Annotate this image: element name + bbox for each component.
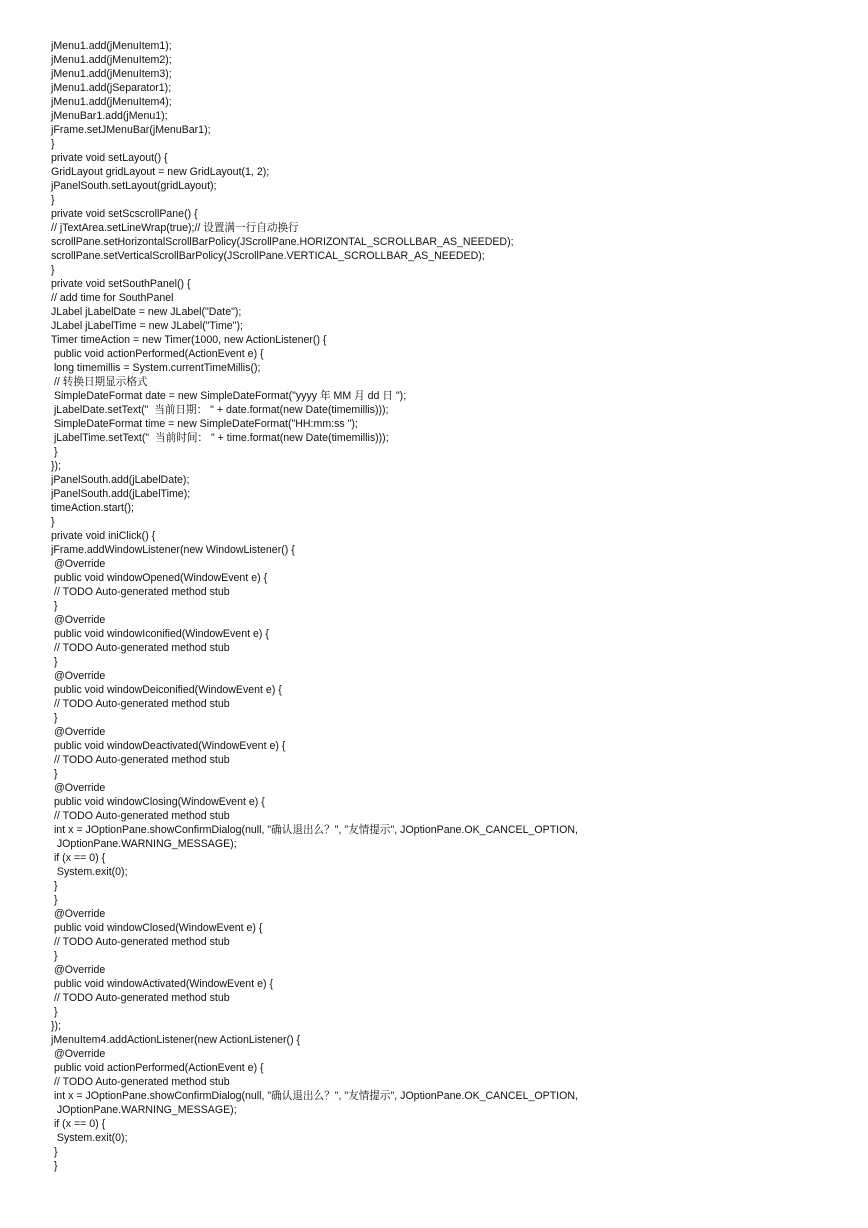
code-line: scrollPane.setVerticalScrollBarPolicy(JScrollPane.VERTICAL_SCROLLBAR_AS_NEEDED);	[51, 250, 485, 262]
code-line: public void actionPerformed(ActionEvent e) {	[51, 1062, 264, 1074]
code-line: public void windowDeiconified(WindowEvent e) {	[51, 684, 282, 696]
code-line: @Override	[51, 1048, 106, 1060]
code-line: private void setLayout() {	[51, 152, 168, 164]
code-line: @Override	[51, 614, 106, 626]
code-line: jFrame.addWindowListener(new WindowListener() {	[51, 544, 295, 556]
code-line: // TODO Auto-generated method stub	[51, 586, 230, 598]
code-line: }	[51, 138, 55, 150]
code-line: public void windowDeactivated(WindowEvent e) {	[51, 740, 286, 752]
code-line: jLabelTime.setText(" 当前时间： " + time.format(new Date(timemillis)));	[51, 432, 389, 444]
code-line: public void windowClosed(WindowEvent e) {	[51, 922, 263, 934]
code-line: private void setScscrollPane() {	[51, 208, 198, 220]
code-line: }	[51, 516, 55, 528]
code-line: // TODO Auto-generated method stub	[51, 810, 230, 822]
code-line: jPanelSouth.add(jLabelTime);	[51, 488, 191, 500]
code-line: // TODO Auto-generated method stub	[51, 992, 230, 1004]
code-line: jMenu1.add(jMenuItem2);	[51, 54, 172, 66]
code-line: if (x == 0) {	[51, 1118, 106, 1130]
code-line: jMenuItem4.addActionListener(new ActionListener() {	[51, 1034, 301, 1046]
code-line: System.exit(0);	[51, 1132, 128, 1144]
code-line: JLabel jLabelTime = new JLabel("Time");	[51, 320, 243, 332]
code-line: public void windowIconified(WindowEvent e) {	[51, 628, 269, 640]
code-line: @Override	[51, 726, 106, 738]
code-line: Timer timeAction = new Timer(1000, new ActionListener() {	[51, 334, 327, 346]
code-line: jPanelSouth.add(jLabelDate);	[51, 474, 190, 486]
code-line: GridLayout gridLayout = new GridLayout(1, 2);	[51, 166, 270, 178]
code-line: private void iniClick() {	[51, 530, 156, 542]
code-line: jLabelDate.setText(" 当前日期： " + date.format(new Date(timemillis)));	[51, 404, 389, 416]
code-line: jFrame.setJMenuBar(jMenuBar1);	[51, 124, 211, 136]
code-line: // TODO Auto-generated method stub	[51, 698, 230, 710]
code-line: }	[51, 264, 55, 276]
code-line: JLabel jLabelDate = new JLabel("Date");	[51, 306, 242, 318]
code-line: }	[51, 712, 58, 724]
code-line: int x = JOptionPane.showConfirmDialog(null, "确认退出么？", "友情提示", JOptionPane.OK_CANCEL_OPTION,	[51, 1090, 578, 1102]
code-line: // TODO Auto-generated method stub	[51, 754, 230, 766]
code-line: @Override	[51, 908, 106, 920]
code-line: JOptionPane.WARNING_MESSAGE);	[51, 1104, 237, 1116]
code-line: }	[51, 880, 58, 892]
code-line: // jTextArea.setLineWrap(true);// 设置满一行自动换行	[51, 222, 299, 234]
code-line: // TODO Auto-generated method stub	[51, 936, 230, 948]
code-line: @Override	[51, 964, 106, 976]
code-line: jMenu1.add(jMenuItem3);	[51, 68, 172, 80]
code-line: scrollPane.setHorizontalScrollBarPolicy(JScrollPane.HORIZONTAL_SCROLLBAR_AS_NEEDED);	[51, 236, 514, 248]
code-line: jPanelSouth.setLayout(gridLayout);	[51, 180, 217, 192]
code-line: @Override	[51, 782, 106, 794]
code-line: }	[51, 950, 58, 962]
code-line: @Override	[51, 558, 106, 570]
code-line: });	[51, 1020, 62, 1032]
code-line: if (x == 0) {	[51, 852, 106, 864]
code-line: }	[51, 656, 58, 668]
code-line: int x = JOptionPane.showConfirmDialog(null, "确认退出么？", "友情提示", JOptionPane.OK_CANCEL_OPTION,	[51, 824, 578, 836]
code-line: }	[51, 768, 58, 780]
code-line: public void windowActivated(WindowEvent e) {	[51, 978, 273, 990]
code-line: }	[51, 1160, 58, 1172]
code-line: public void actionPerformed(ActionEvent e) {	[51, 348, 264, 360]
code-line: jMenu1.add(jSeparator1);	[51, 82, 172, 94]
code-line: // TODO Auto-generated method stub	[51, 642, 230, 654]
code-line: }	[51, 1146, 58, 1158]
code-line: jMenuBar1.add(jMenu1);	[51, 110, 168, 122]
code-line: }	[51, 600, 58, 612]
code-line: timeAction.start();	[51, 502, 135, 514]
code-line: SimpleDateFormat time = new SimpleDateFormat("HH:mm:ss ");	[51, 418, 358, 430]
code-line: JOptionPane.WARNING_MESSAGE);	[51, 838, 237, 850]
code-line: long timemillis = System.currentTimeMillis();	[51, 362, 261, 374]
code-line: }	[51, 446, 58, 458]
code-line: // 转换日期显示格式	[51, 376, 148, 388]
code-line: public void windowClosing(WindowEvent e) {	[51, 796, 265, 808]
code-line: @Override	[51, 670, 106, 682]
code-line: // TODO Auto-generated method stub	[51, 1076, 230, 1088]
code-line: // add time for SouthPanel	[51, 292, 174, 304]
code-line: }	[51, 1006, 58, 1018]
code-line: SimpleDateFormat date = new SimpleDateFormat("yyyy 年 MM 月 dd 日 ");	[51, 390, 407, 402]
code-line: jMenu1.add(jMenuItem4);	[51, 96, 172, 108]
code-line: }	[51, 194, 55, 206]
code-line: private void setSouthPanel() {	[51, 278, 191, 290]
code-line: }	[51, 894, 58, 906]
code-line: jMenu1.add(jMenuItem1);	[51, 40, 172, 52]
code-line: });	[51, 460, 62, 472]
code-listing	[51, 39, 578, 1173]
code-line: public void windowOpened(WindowEvent e) {	[51, 572, 268, 584]
code-line: System.exit(0);	[51, 866, 128, 878]
